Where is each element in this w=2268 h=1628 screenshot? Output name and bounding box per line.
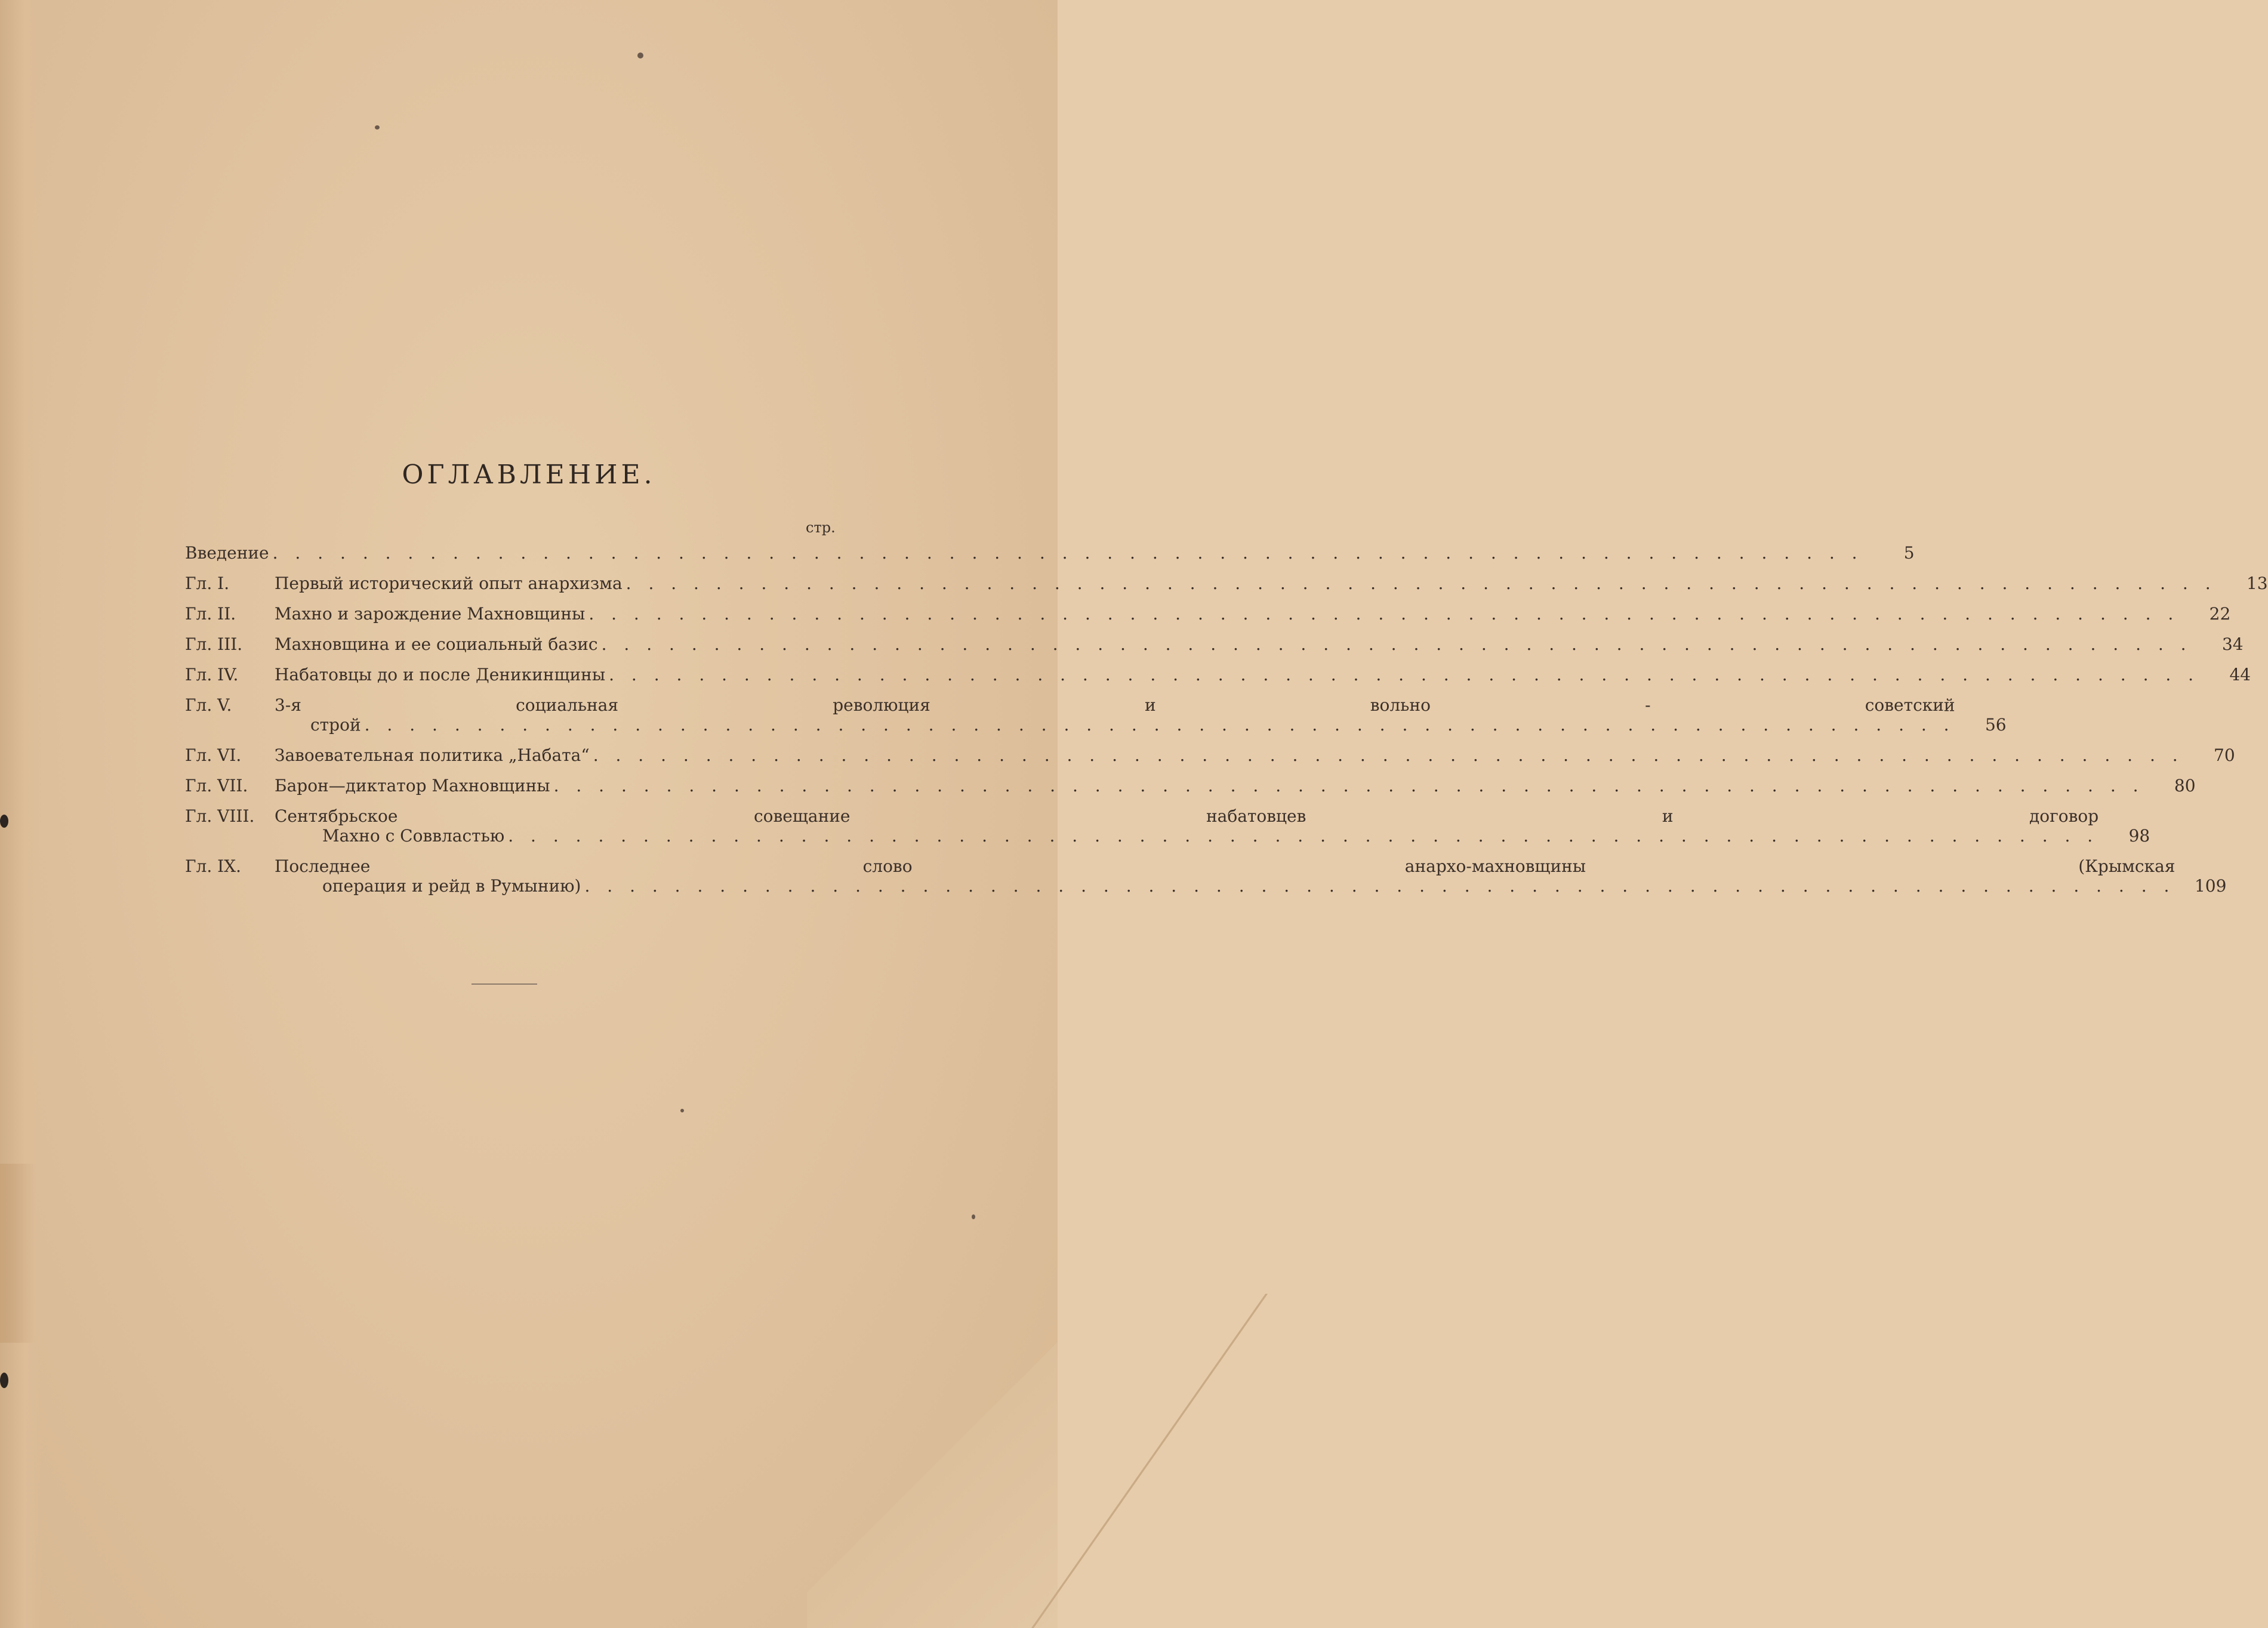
dot-leader xyxy=(602,634,2192,654)
closing-rule xyxy=(472,983,537,985)
toc-entry-page: 109 xyxy=(2194,876,2227,896)
binding-hole xyxy=(0,815,8,828)
page-title: ОГЛАВЛЕНИЕ. xyxy=(402,460,656,490)
toc-entry-page: 22 xyxy=(2209,604,2231,624)
binding-hole xyxy=(0,1373,8,1388)
toc-entry-title: Последнее слово анархо-махновщины (Крымская xyxy=(275,856,2175,876)
toc-entry-title: 3-я социальная революция и вольно - советский xyxy=(275,695,1955,715)
table-of-contents xyxy=(185,543,2268,896)
toc-entry[interactable] xyxy=(185,604,2231,624)
toc-entry-chapter: Гл. IX. xyxy=(185,856,242,876)
toc-entry-chapter: Гл. VII. xyxy=(185,776,248,796)
toc-entry-chapter: Гл. V. xyxy=(185,695,232,715)
toc-entry-page: 56 xyxy=(1984,715,2007,735)
toc-entry-chapter: Гл. VIII. xyxy=(185,806,255,826)
toc-entry-title: Завоевательная политика „Набата“ xyxy=(275,745,590,765)
toc-entry-page: 80 xyxy=(2174,776,2196,796)
toc-entry-title: Набатовцы до и после Деникинщины xyxy=(275,665,606,684)
toc-entry-title: Введение xyxy=(185,543,269,563)
toc-entry[interactable] xyxy=(185,776,2196,796)
dot-leader xyxy=(508,826,2098,846)
dot-leader xyxy=(609,665,2199,684)
dot-leader xyxy=(584,876,2175,896)
toc-entry-title-continued: строй xyxy=(310,715,361,735)
toc-entry-chapter: Гл. II. xyxy=(185,604,236,624)
paper-speck xyxy=(375,125,380,130)
toc-entry-title: Махно и зарождение Махновщины xyxy=(275,604,586,624)
fold-line xyxy=(1031,1294,1268,1628)
dot-leader xyxy=(593,745,2184,765)
toc-entry-page: 70 xyxy=(2214,745,2235,765)
toc-entry[interactable] xyxy=(185,806,2150,846)
dot-leader xyxy=(626,574,2217,593)
toc-entry[interactable] xyxy=(185,856,2227,896)
dot-leader xyxy=(588,604,2179,624)
dot-leader xyxy=(273,543,1863,563)
toc-entry-page: 34 xyxy=(2221,634,2244,654)
toc-entry[interactable] xyxy=(185,665,2251,684)
toc-entry[interactable] xyxy=(185,695,2007,735)
toc-entry-title: Первый исторический опыт анархизма xyxy=(275,574,623,593)
paper-speck xyxy=(972,1214,975,1219)
toc-entry-page: 5 xyxy=(1903,543,1915,563)
toc-entry-chapter: Гл. VI. xyxy=(185,745,242,765)
toc-entry-title: Сентябрьское совещание набатовцев и договор xyxy=(275,806,2099,826)
toc-entry-title-continued: Махно с Соввластью xyxy=(322,826,505,846)
toc-entry-title-continued: операция и рейд в Румынию) xyxy=(322,876,581,896)
toc-entry-title: Барон—диктатор Махновщины xyxy=(275,776,550,796)
toc-entry-chapter: Гл. IV. xyxy=(185,665,239,684)
toc-entry-page: 13 xyxy=(2246,574,2268,593)
toc-entry-chapter: Гл. I. xyxy=(185,574,230,593)
corner-fold xyxy=(807,1306,1058,1628)
toc-entry-title: Махновщина и ее социальный базис xyxy=(275,634,598,654)
paper-speck xyxy=(637,53,643,58)
dot-leader xyxy=(554,776,2144,796)
spine-stain xyxy=(0,1164,36,1343)
toc-entry-page: 44 xyxy=(2229,665,2251,684)
toc-entry[interactable] xyxy=(185,745,2235,765)
toc-entry[interactable] xyxy=(185,634,2244,654)
toc-entry[interactable] xyxy=(185,543,1915,563)
toc-entry-page: 98 xyxy=(2128,826,2150,846)
paper-speck xyxy=(680,1109,684,1112)
dot-leader xyxy=(365,715,1955,735)
page-column-label: стр. xyxy=(806,519,836,536)
toc-entry-chapter: Гл. III. xyxy=(185,634,243,654)
toc-entry[interactable] xyxy=(185,574,2268,593)
